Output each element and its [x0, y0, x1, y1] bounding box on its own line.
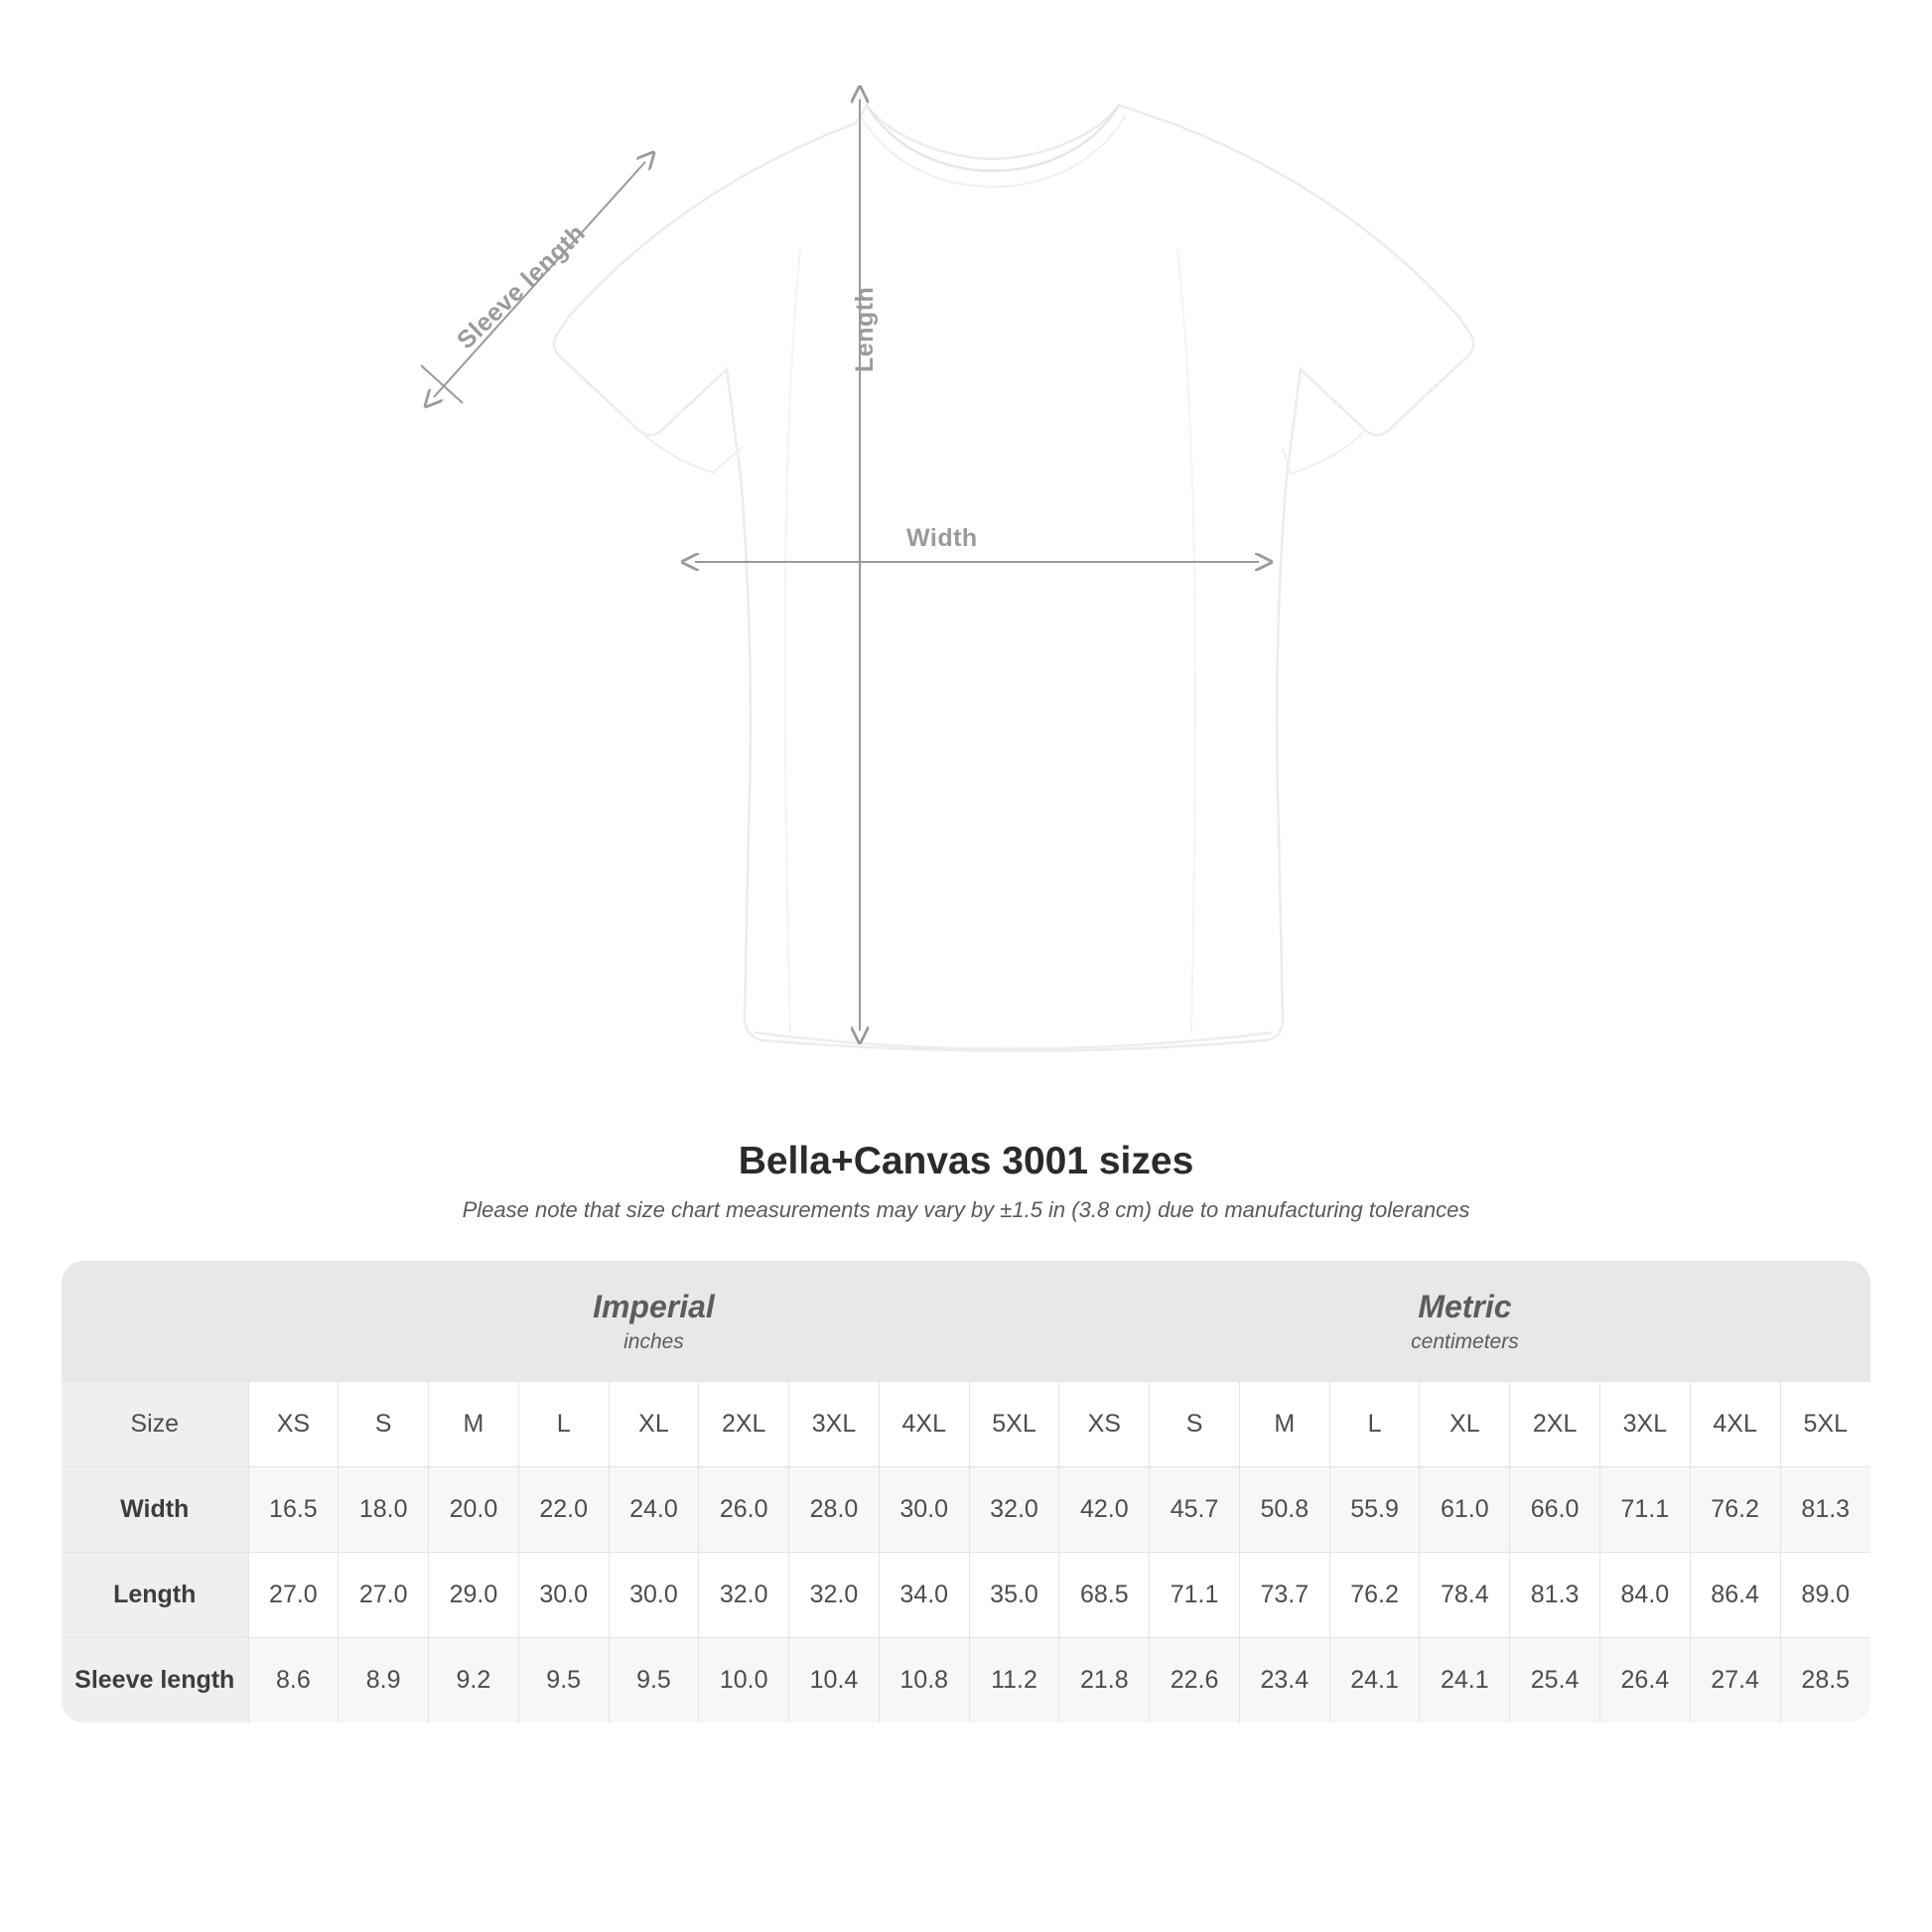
title-block	[0, 1140, 1932, 1223]
table-cell: 45.7	[1150, 1466, 1240, 1552]
tolerance-note: Please note that size chart measurements may vary by ±1.5 in (3.8 cm) due to manufacturing tolerances	[462, 1197, 1470, 1222]
size-header-cell: L	[1329, 1382, 1420, 1467]
table-cell: 24.0	[609, 1466, 699, 1552]
size-header-cell: XS	[1059, 1382, 1150, 1467]
size-header-cell: XL	[609, 1382, 699, 1467]
size-header-cell: XS	[248, 1382, 339, 1467]
table-cell: 24.1	[1329, 1637, 1420, 1723]
table-cell: 71.1	[1150, 1552, 1240, 1637]
table-cell: 42.0	[1059, 1466, 1150, 1552]
table-cell: 20.0	[429, 1466, 519, 1552]
table-cell: 50.8	[1239, 1466, 1329, 1552]
table-cell: 32.0	[789, 1552, 880, 1637]
unit-group-metric-sub: centimeters	[1411, 1330, 1519, 1353]
table-row	[62, 1552, 1870, 1637]
table-cell: 23.4	[1239, 1637, 1329, 1723]
table-cell: 84.0	[1599, 1552, 1690, 1637]
table-cell: 30.0	[518, 1552, 609, 1637]
table-cell: 28.5	[1780, 1637, 1870, 1723]
tshirt-shape	[554, 105, 1473, 1051]
size-header-cell: S	[339, 1382, 429, 1467]
unit-header-row	[62, 1261, 1870, 1382]
table-cell: 81.3	[1780, 1466, 1870, 1552]
table-cell: 11.2	[969, 1637, 1059, 1723]
size-header-cell: 3XL	[1599, 1382, 1690, 1467]
table-cell: 30.0	[879, 1466, 969, 1552]
unit-header-spacer	[62, 1261, 248, 1382]
table-cell: 27.4	[1690, 1637, 1780, 1723]
table-cell: 32.0	[969, 1466, 1059, 1552]
size-header-label: Size	[62, 1382, 248, 1467]
table-cell: 30.0	[609, 1552, 699, 1637]
table-cell: 28.0	[789, 1466, 880, 1552]
table-cell: 29.0	[429, 1552, 519, 1637]
table-cell: 25.4	[1510, 1637, 1600, 1723]
size-header-cell: L	[518, 1382, 609, 1467]
size-header-cell: M	[1239, 1382, 1329, 1467]
table-cell: 86.4	[1690, 1552, 1780, 1637]
table-cell: 24.1	[1420, 1637, 1510, 1723]
size-header-cell: S	[1150, 1382, 1240, 1467]
sleeve-length-label: Sleeve length	[452, 218, 592, 355]
table-cell: 34.0	[879, 1552, 969, 1637]
size-table-container	[62, 1261, 1870, 1723]
table-cell: 8.6	[248, 1637, 339, 1723]
unit-group-imperial-sub: inches	[623, 1330, 684, 1353]
table-cell: 27.0	[339, 1552, 429, 1637]
table-cell: 10.4	[789, 1637, 880, 1723]
table-cell: 76.2	[1329, 1552, 1420, 1637]
table-cell: 66.0	[1510, 1466, 1600, 1552]
unit-group-imperial	[248, 1261, 1059, 1382]
table-cell: 10.0	[699, 1637, 789, 1723]
unit-group-metric	[1059, 1261, 1870, 1382]
table-cell: 10.8	[879, 1637, 969, 1723]
row-label-width: Width	[62, 1466, 248, 1552]
table-cell: 26.4	[1599, 1637, 1690, 1723]
size-header-cell: 3XL	[789, 1382, 880, 1467]
table-cell: 73.7	[1239, 1552, 1329, 1637]
table-cell: 21.8	[1059, 1637, 1150, 1723]
table-row	[62, 1637, 1870, 1723]
table-cell: 68.5	[1059, 1552, 1150, 1637]
size-header-cell: 5XL	[1780, 1382, 1870, 1467]
table-cell: 89.0	[1780, 1552, 1870, 1637]
table-cell: 32.0	[699, 1552, 789, 1637]
size-header-row	[62, 1382, 1870, 1467]
unit-group-metric-name: Metric	[1418, 1289, 1512, 1324]
size-header-cell: 2XL	[699, 1382, 789, 1467]
size-header-cell: 4XL	[879, 1382, 969, 1467]
table-cell: 55.9	[1329, 1466, 1420, 1552]
table-cell: 18.0	[339, 1466, 429, 1552]
size-header-cell: XL	[1420, 1382, 1510, 1467]
size-header-cell: 4XL	[1690, 1382, 1780, 1467]
table-cell: 9.5	[518, 1637, 609, 1723]
table-cell: 35.0	[969, 1552, 1059, 1637]
size-table	[62, 1261, 1870, 1723]
table-cell: 8.9	[339, 1637, 429, 1723]
unit-group-imperial-name: Imperial	[593, 1289, 715, 1324]
table-cell: 22.0	[518, 1466, 609, 1552]
table-cell: 26.0	[699, 1466, 789, 1552]
table-cell: 16.5	[248, 1466, 339, 1552]
table-cell: 81.3	[1510, 1552, 1600, 1637]
table-cell: 9.2	[429, 1637, 519, 1723]
width-label: Width	[906, 524, 978, 552]
table-cell: 71.1	[1599, 1466, 1690, 1552]
row-label-sleeve-length: Sleeve length	[62, 1637, 248, 1723]
size-header-cell: M	[429, 1382, 519, 1467]
table-cell: 9.5	[609, 1637, 699, 1723]
table-cell: 22.6	[1150, 1637, 1240, 1723]
row-label-length: Length	[62, 1552, 248, 1637]
table-cell: 61.0	[1420, 1466, 1510, 1552]
page-title: Bella+Canvas 3001 sizes	[738, 1140, 1194, 1182]
table-cell: 78.4	[1420, 1552, 1510, 1637]
table-cell: 27.0	[248, 1552, 339, 1637]
table-row	[62, 1466, 1870, 1552]
table-cell: 76.2	[1690, 1466, 1780, 1552]
length-label: Length	[851, 286, 879, 372]
size-header-cell: 2XL	[1510, 1382, 1600, 1467]
size-header-cell: 5XL	[969, 1382, 1059, 1467]
